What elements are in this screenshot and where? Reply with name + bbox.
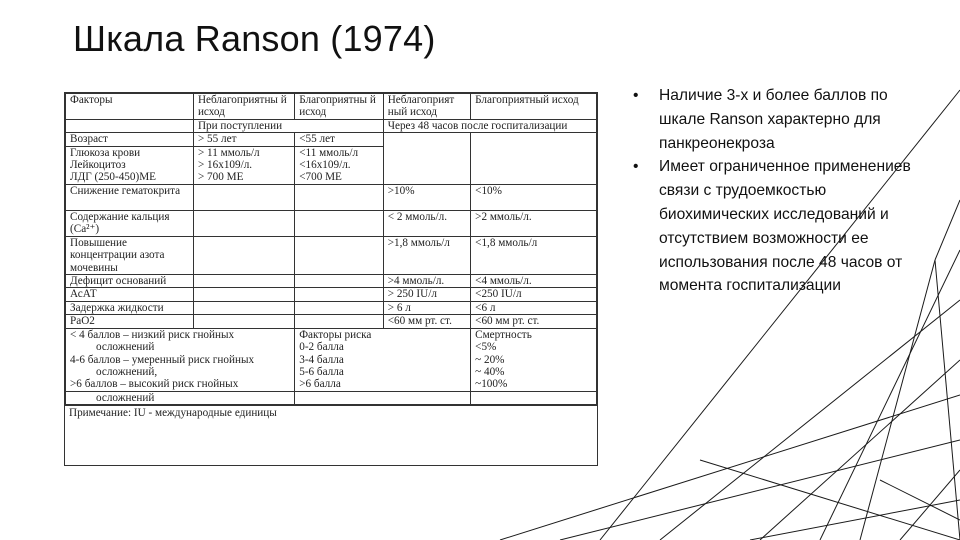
bullet-icon: • [633, 87, 639, 104]
table-row: Снижение гематокрита >10% <10% [66, 184, 597, 210]
table-row: Задержка жидкости > 6 л <6 л [66, 301, 597, 314]
risk-row [66, 328, 597, 391]
subheader-admission: При поступлении [193, 119, 383, 132]
column-header: Неблагоприят ный исход [383, 94, 470, 120]
table-row: Повышение концентрации азота мочевины >1,8 ммоль/л <1,8 ммоль/л [66, 236, 597, 274]
bullet-item: • Наличие 3-х и более баллов по шкале Ranson характерно для панкреонекроза [633, 84, 923, 155]
page-title: Шкала Ranson (1974) [73, 18, 436, 59]
table-row: Дефицит оснований >4 ммоль/л. <4 ммоль/л. [66, 275, 597, 288]
table-row: Глюкоза крови > 11 ммоль/л <11 ммоль/л [66, 146, 597, 159]
bullet-list [633, 84, 923, 298]
subheader-48h: Через 48 часов после госпитализации [383, 119, 596, 132]
bullet-item: • Имеет ограниченное применениев связи с трудоемкостью биохимических исследований и отсутствием возможности ее использования после 48 часов от момента госпитализации [633, 155, 923, 298]
table-row: PaO2 <60 мм рт. ст. <60 мм рт. ст. [66, 315, 597, 328]
column-header: Факторы [66, 94, 194, 120]
column-header: Благоприятный исход [471, 94, 597, 120]
risk-continuation-row: осложнений [66, 391, 597, 404]
risk-groups: < 4 баллов – низкий риск гнойных осложнений 4-6 баллов – умеренный риск гнойных осложнений, >6 баллов – высокий риск гнойных [66, 328, 295, 391]
column-header: Неблагоприятны й исход [193, 94, 294, 120]
mortality: Смертность <5% ~ 20% ~ 40% ~100% [471, 328, 597, 391]
column-header: Благоприятны й исход [295, 94, 384, 120]
table-row: Содержание кальция (Са²⁺) < 2 ммоль/л. >2 ммоль/л. [66, 210, 597, 236]
risk-factors: Факторы риска 0-2 балла 3-4 балла 5-6 балла >6 балла [295, 328, 471, 391]
table-subheader-row [66, 119, 597, 132]
table-row: АсАТ > 250 IU/л <250 IU/л [66, 288, 597, 301]
table-row: Лейкоцитоз > 16х109/л. <16х109/л. [66, 159, 597, 171]
table-header-row [66, 94, 597, 120]
ranson-table [65, 93, 597, 405]
ranson-scale-table-image [64, 92, 598, 466]
bullet-icon: • [633, 158, 639, 176]
table-row: Возраст > 55 лет <55 лет [66, 133, 597, 146]
table-row: ЛДГ (250-450)МЕ > 700 МЕ <700 МЕ [66, 171, 597, 184]
table-note: Примечание: IU - международные единицы [65, 405, 597, 420]
